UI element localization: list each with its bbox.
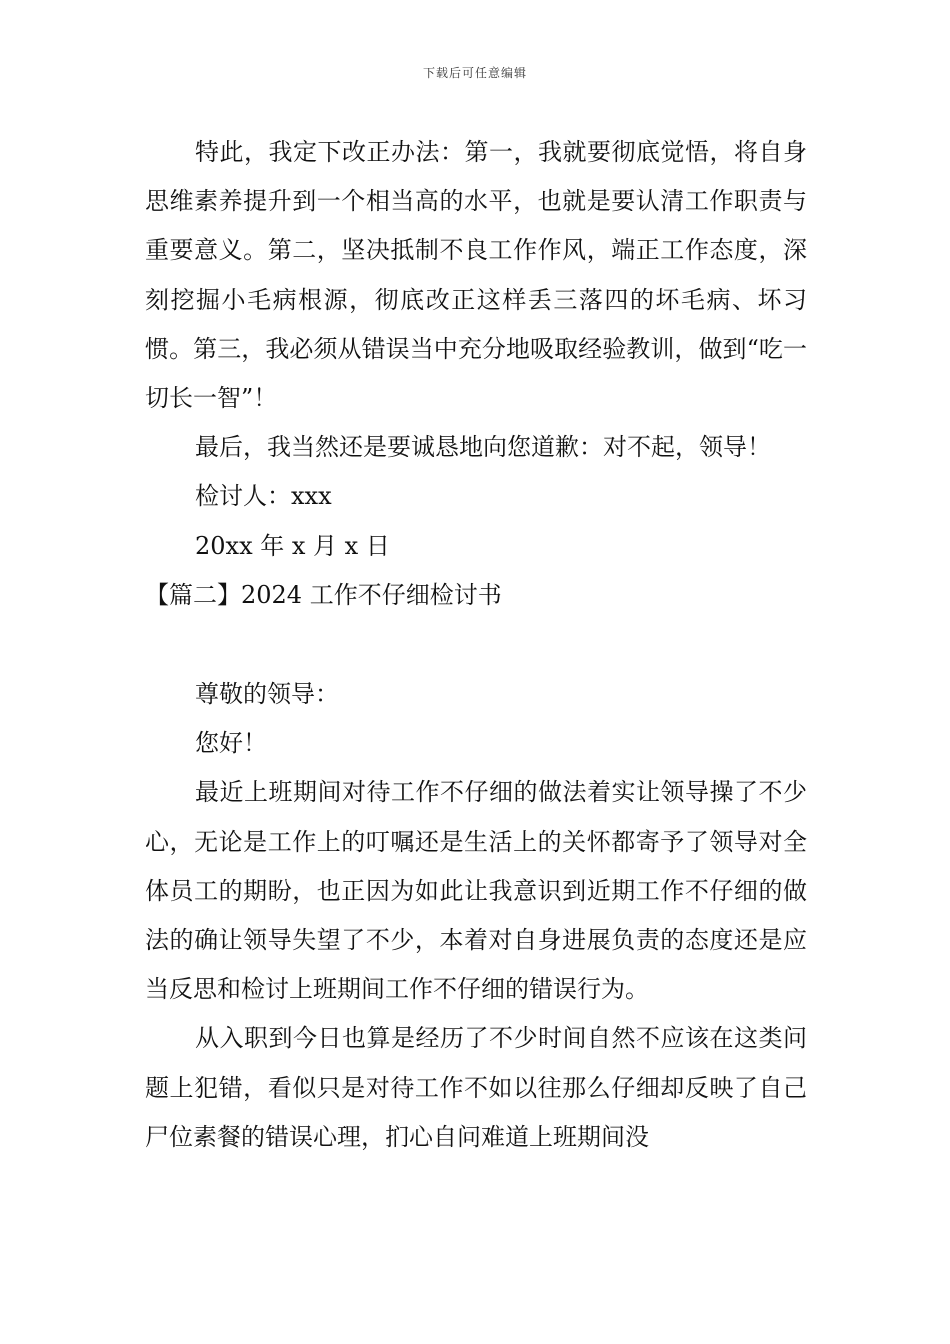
header-note: 下载后可任意编辑 bbox=[422, 66, 527, 80]
signer-line: 检讨人：xxx bbox=[195, 482, 332, 511]
section2-paragraph-1: 最近上班期间对待工作不仔细的做法着实让领导操了不少心，无论是工作上的叮嘱还是生活上的关怀都寄予了领导对全体员工的期盼，也正因为如此让我意识到近期工作不仔细的做法的确让领导失望了不少，本着对自身进展负责的态度还是应当反思和检讨上班期间工作不仔细的错误行为。 bbox=[145, 778, 807, 1004]
section1-paragraph-1: 特此，我定下改正办法：第一，我就要彻底觉悟，将自身思维素养提升到一个相当高的水平，也就是要认清工作职责与重要意义。第二，坚决抵制不良工作作风，端正工作态度，深刻挖掘小毛病根源，彻底改正这样丢三落四的坏毛病、坏习惯。第三，我必须从错误当中充分地吸取经验教训，做到“吃一切长一智”！ bbox=[145, 138, 807, 413]
section2-heading: 【篇二】2024 工作不仔细检讨书 bbox=[145, 580, 502, 609]
greeting: 您好！ bbox=[195, 729, 267, 758]
section1-paragraph-2: 最后，我当然还是要诚恳地向您道歉：对不起，领导！ bbox=[195, 433, 771, 462]
date-line: 20xx 年 x 月 x 日 bbox=[195, 531, 390, 560]
salutation: 尊敬的领导： bbox=[195, 680, 339, 709]
section2-paragraph-2: 从入职到今日也算是经历了不少时间自然不应该在这类问题上犯错，看似只是对待工作不如以往那么仔细却反映了自己尸位素餐的错误心理，扪心自问难道上班期间没 bbox=[145, 1024, 807, 1151]
document-body bbox=[145, 128, 807, 1162]
blank-line bbox=[145, 620, 807, 670]
